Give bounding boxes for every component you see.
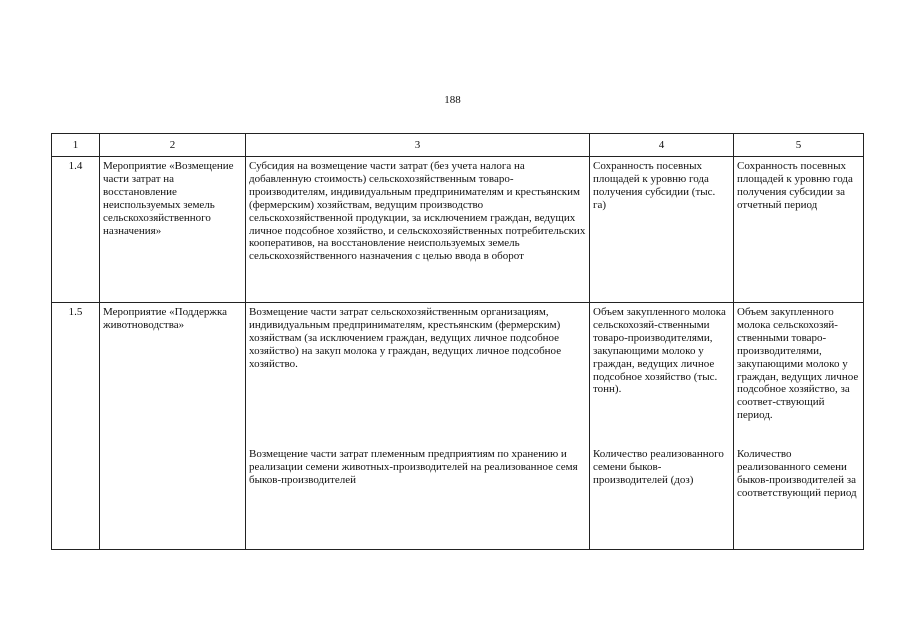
header-cell: 3: [246, 134, 590, 157]
row-number: 1.4: [52, 157, 100, 303]
indicator-entry: Объем закупленного молока сельскохозяй-ственными товаро-производителями, закупающими молоко у граждан, ведущих личное подсобное хозяйство (тыс. тонн).: [593, 306, 726, 396]
result-entry: Объем закупленного молока сельскохозяй-ственными товаро-производителями, закупающими молоко у граждан, ведущих личное подсобное хозяйство, за соответ-ствующий период.: [737, 306, 859, 422]
event-name: Мероприятие «Возмещение части затрат на восстановление неиспользуемых земель сельскохозяйственного назначения»: [100, 157, 246, 303]
event-name: Мероприятие «Поддержка животноводства»: [100, 303, 246, 550]
header-cell: 4: [590, 134, 734, 157]
description-cell: Субсидия на возмещение части затрат (без учета налога на добавленную стоимость) сельскохозяйственным товаро-производителям, индивидуальным предпринимателям и крестьянским (фермерским) хозяйствам, ведущим производство сельскохозяйственной продукции, за исключением граждан, ведущих личное подсобное хозяйство, и сельскохозяйственных потребительских кооперативов, на восстановление неиспользуемых земель сельскохозяйственного назначения с целью ввода в оборот: [246, 157, 590, 303]
result-cell: [734, 303, 864, 550]
result-entry: Количество реализованного семени быков-производителей за соответствующий период: [737, 448, 857, 499]
header-cell: 5: [734, 134, 864, 157]
table-row: [52, 157, 864, 303]
row-number: 1.5: [52, 303, 100, 550]
indicator-entry: Количество реализованного семени быков-производителей (доз): [593, 448, 724, 486]
indicator-cell: [590, 303, 734, 550]
description-entry: Возмещение части затрат сельскохозяйственным организациям, индивидуальным предпринимателям, крестьянским (фермерским) хозяйствам (за исключением граждан, ведущих личное подсобное хозяйство) на закуп молока у граждан, ведущих личное подсобное хозяйство.: [249, 306, 562, 370]
indicator-cell: Сохранность посевных площадей к уровню года получения субсидии (тыс. га): [590, 157, 734, 303]
header-cell: 2: [100, 134, 246, 157]
measures-table: [51, 133, 864, 550]
header-cell: 1: [52, 134, 100, 157]
description-entry: Возмещение части затрат племенным предприятиям по хранению и реализации семени животных-производителей на реализованное семя быков-производителей: [249, 448, 578, 486]
description-cell: [246, 303, 590, 550]
header-row: [52, 134, 864, 157]
page-number: 188: [444, 94, 461, 106]
table-row: [52, 303, 864, 550]
result-cell: Сохранность посевных площадей к уровню года получения субсидии за отчетный период: [734, 157, 864, 303]
